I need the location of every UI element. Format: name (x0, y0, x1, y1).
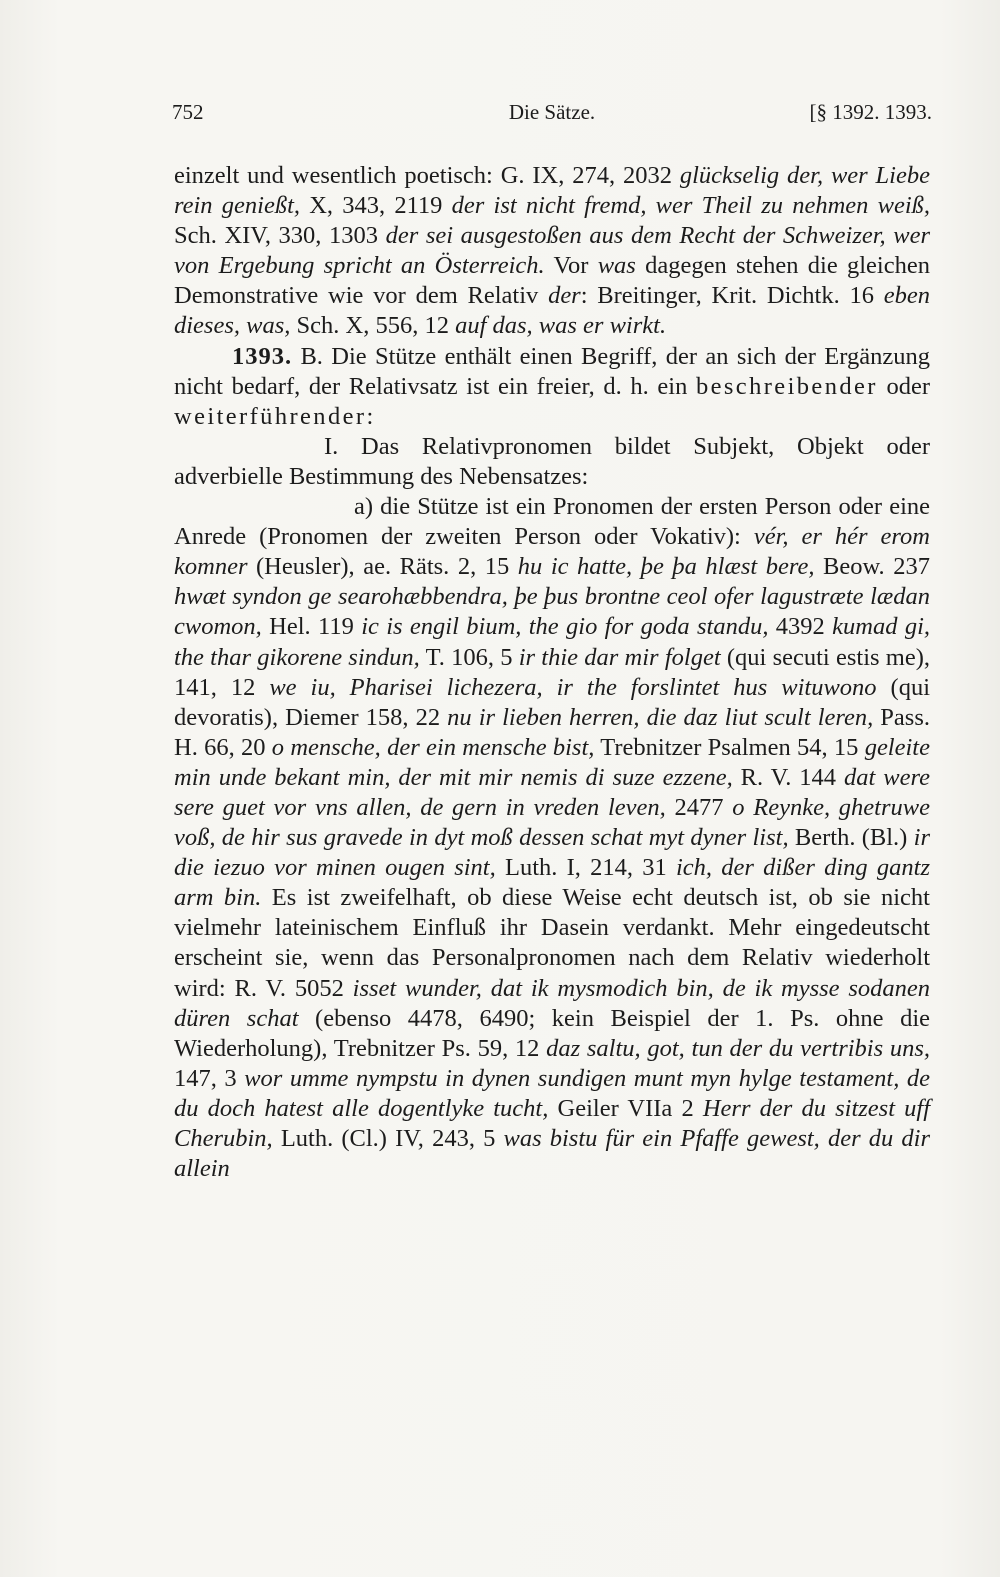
italic-quotation: der (548, 282, 581, 310)
paragraph (174, 342, 930, 432)
text-run: Sch. XIV, 330, 1303 (174, 222, 386, 250)
italic-quotation: hwæt syndon ge searohæbbendra, þe þus brontne ceol ofer lagustræte lædan cwomon, (174, 583, 930, 641)
italic-quotation: auf das, was er wirkt. (455, 312, 667, 340)
italic-quotation: eben dieses, was, (174, 282, 930, 340)
text-run: Berth. (Bl.) (788, 824, 914, 852)
text-run: a) die Stütze ist ein Pronomen der ersten Person oder eine Anrede (Pronomen der zweiten Person oder Vokativ): (174, 493, 930, 551)
paragraph (174, 492, 930, 1184)
text-run: Luth. I, 214, 31 (495, 854, 676, 882)
text-run: I. Das Relativpronomen bildet Subjekt, Objekt oder adverbielle Bestimmung des Nebensatzes: (174, 432, 930, 490)
page-header (172, 100, 932, 134)
text-run: Beow. 237 (814, 553, 930, 581)
italic-quotation: kumad gi, the thar gikorene sindun, (174, 613, 931, 671)
text-run: : Breitinger, Krit. Dichtk. 16 (580, 282, 884, 310)
italic-quotation: o Reynke, ghetruwe voß, de hir sus gravede in dyt moß dessen schat myt dyner list, (174, 793, 930, 852)
italic-quotation: ich, der dißer ding gantz arm bin. (174, 854, 930, 912)
italic-quotation: glückselig der, wer Liebe rein genießt, (174, 162, 930, 220)
text-run: B. Die Stütze enthält einen Begriff, der an sich der Ergänzung nicht bedarf, der Relativsatz ist ein freier, d. h. ein (174, 342, 930, 400)
text-run: : (366, 402, 374, 430)
text-run: (qui secuti estis me), 141, 12 (174, 643, 930, 701)
italic-quotation: ic is engil bium, the gio for goda standu, (361, 613, 769, 641)
text-run: 2477 (665, 793, 733, 821)
text-run: Vor (544, 252, 598, 280)
italic-quotation: we iu, Pharisei lichezera, ir the forslintet hus wituwono (269, 673, 877, 701)
italic-quotation: daz saltu, got, tun der du vertribis uns, (546, 1034, 931, 1062)
page-number: 752 (172, 100, 204, 124)
body-text (174, 161, 930, 1184)
italic-quotation: Herr der du sitzest uff Cherubin, (174, 1094, 931, 1152)
paragraph (174, 432, 930, 492)
text-run: weiterführender (174, 402, 367, 430)
italic-quotation: geleite min unde bekant min, der mit mir nemis di suze ezzene, (174, 733, 930, 791)
text-run: Trebnitzer Psalmen 54, 15 (594, 733, 865, 761)
italic-quotation: ir die iezuo vor minen ougen sint, (174, 824, 930, 882)
text-run: R. V. 144 (732, 763, 845, 791)
text-run: X, 343, 2119 (300, 192, 452, 220)
text-run: (Heusler), ae. Räts. 2, 15 (247, 553, 518, 581)
text-run: Sch. X, 556, 12 (290, 312, 456, 340)
section-reference: [§ 1392. 1393. (809, 100, 932, 124)
italic-quotation: o mensche, der ein mensche bist, (271, 733, 595, 761)
running-title: Die Sätze. (508, 100, 596, 124)
section-number: 1393. (232, 342, 293, 370)
paragraph (174, 161, 930, 342)
text-run: T. 106, 5 (419, 643, 519, 671)
text-run: (qui devoratis), Diemer 158, 22 (174, 673, 931, 731)
italic-quotation: ir thie dar mir folget (518, 643, 721, 671)
text-run: 147, 3 (174, 1064, 245, 1092)
text-run: Es ist zweifelhaft, ob diese Weise echt deutsch ist, ob sie nicht vielmehr lateinischem Einfluß ihr Dasein verdankt. Mehr eingedeutscht erscheint sie, wenn das Personalpronomen nach dem Relativ wiederholt wird: R. V. 5052 (174, 884, 930, 1002)
italic-quotation: was bistu für ein Pfaffe gewest, der du dir allein (174, 1125, 930, 1183)
italic-quotation: isset wunder, dat ik mysmodich bin, de ik mysse sodanen düren schat (174, 974, 930, 1032)
italic-quotation: dat were sere guet vor vns allen, de gern in vreden leven, (174, 763, 931, 821)
italic-quotation: hu ic hatte, þe þa hlæst bere, (517, 553, 815, 581)
text-run: Pass. H. 66, 20 (174, 703, 930, 761)
text-run: dagegen stehen die gleichen Demonstrative wie vor dem Relativ (174, 252, 930, 310)
italic-quotation: der sei ausgestoßen aus dem Recht der Schweizer, wer von Ergebung spricht an Österreich. (174, 222, 931, 280)
text-run: oder (877, 372, 930, 400)
italic-quotation: was (597, 252, 636, 280)
text-run: 4392 (768, 613, 833, 641)
text-run: Hel. 119 (261, 613, 362, 641)
text-run: einzelt und wesentlich poetisch: G. IX, 274, 2032 (174, 162, 680, 189)
italic-quotation: nu ir lieben herren, die daz liut scult leren, (447, 703, 874, 731)
text-run: Luth. (Cl.) IV, 243, 5 (272, 1125, 504, 1152)
italic-quotation: vér, er hér erom komner (174, 523, 930, 581)
italic-quotation: wor umme nympstu in dynen sundigen munt myn hylge testament, de du doch hatest alle dogentlyke tucht, (174, 1064, 930, 1122)
text-run: Geiler VIIa 2 (548, 1094, 703, 1122)
italic-quotation: der ist nicht fremd, wer Theil zu nehmen weiß, (451, 192, 930, 220)
text-run: beschreibender (695, 372, 878, 400)
text-run: (ebenso 4478, 6490; kein Beispiel der 1. Ps. ohne die Wiederholung), Trebnitzer Ps. 59, 12 (174, 1004, 930, 1062)
